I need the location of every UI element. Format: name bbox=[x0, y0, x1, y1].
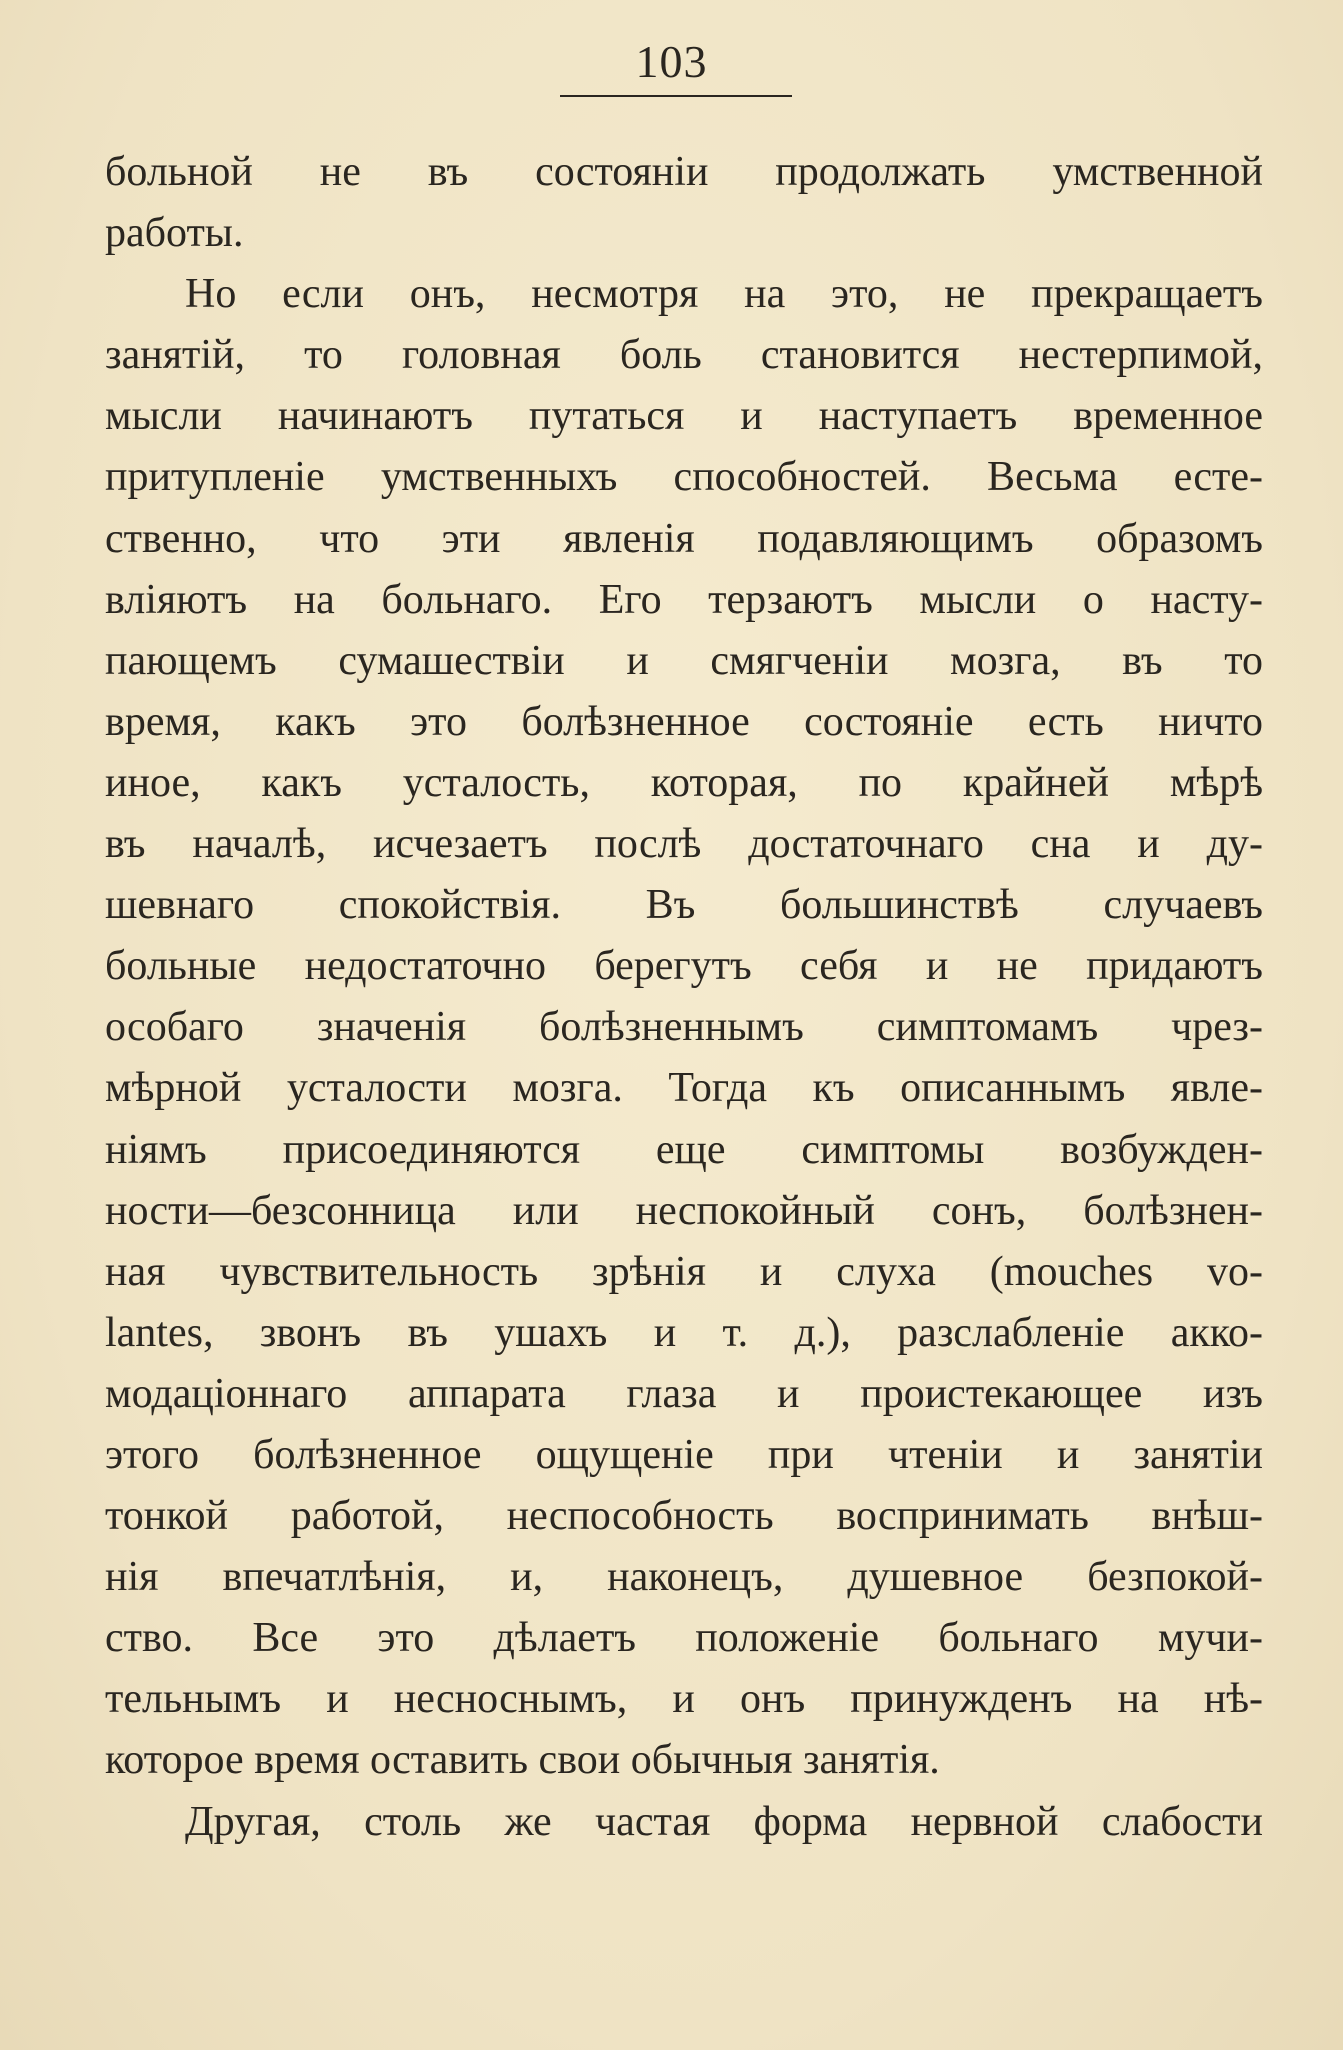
text-line: иное, какъ усталость, которая, по крайней мѣрѣ bbox=[105, 759, 1263, 806]
text-line: ственно, что эти явленія подавляющимъ образомъ bbox=[105, 515, 1263, 562]
text-line: особаго значенія болѣзненнымъ симптомамъ чрез- bbox=[105, 1004, 1263, 1051]
text-line: время, какъ это болѣзненное состояніе есть ничто bbox=[105, 698, 1263, 745]
text-line: Но если онъ, несмотря на это, не прекращаетъ bbox=[185, 271, 1263, 318]
text-line: шевнаго спокойствія. Въ большинствѣ случаевъ bbox=[105, 882, 1263, 929]
text-line: тельнымъ и несноснымъ, и онъ принужденъ на нѣ- bbox=[105, 1676, 1263, 1723]
header-rule bbox=[560, 95, 792, 97]
text-line: которое время оставить свои обычныя занятія. bbox=[105, 1737, 940, 1784]
text-line: въ началѣ, исчезаетъ послѣ достаточнаго сна и ду- bbox=[105, 821, 1263, 868]
text-line: ство. Все это дѣлаетъ положеніе больнаго мучи- bbox=[105, 1615, 1263, 1662]
text-line: Другая, столь же частая форма нервной слабости bbox=[185, 1798, 1263, 1845]
text-line: мысли начинаютъ путаться и наступаетъ временное bbox=[105, 393, 1263, 440]
text-line: модаціоннаго аппарата глаза и проистекающее изъ bbox=[105, 1370, 1263, 1417]
body-text bbox=[105, 142, 1263, 1853]
text-line: пающемъ сумашествіи и смягченіи мозга, въ то bbox=[105, 637, 1263, 684]
text-line: этого болѣзненное ощущеніе при чтеніи и занятіи bbox=[105, 1431, 1263, 1478]
text-line: нія впечатлѣнія, и, наконецъ, душевное безпокой- bbox=[105, 1554, 1263, 1601]
text-line: тонкой работой, неспособность воспринимать внѣш- bbox=[105, 1493, 1263, 1540]
text-line: lantes, звонъ въ ушахъ и т. д.), разслабленіе акко- bbox=[105, 1309, 1263, 1356]
text-line: ности—безсонница или неспокойный сонъ, болѣзнен- bbox=[105, 1187, 1263, 1234]
text-line: притупленіе умственныхъ способностей. Весьма есте- bbox=[105, 454, 1263, 501]
page-number: 103 bbox=[635, 36, 708, 87]
text-line: работы. bbox=[105, 210, 244, 257]
text-line: вліяютъ на больнаго. Его терзаютъ мысли о насту- bbox=[105, 576, 1263, 623]
text-line: ніямъ присоединяются еще симптомы возбужден- bbox=[105, 1126, 1263, 1173]
text-line: больной не въ состояніи продолжать умственной bbox=[105, 149, 1263, 195]
text-line: занятій, то головная боль становится нестерпимой, bbox=[105, 332, 1263, 379]
text-line: больные недостаточно берегутъ себя и не придаютъ bbox=[105, 943, 1263, 990]
text-line: ная чувствительность зрѣнія и слуха (mouches vo- bbox=[105, 1248, 1263, 1295]
text-line: мѣрной усталости мозга. Тогда къ описаннымъ явле- bbox=[105, 1065, 1263, 1112]
